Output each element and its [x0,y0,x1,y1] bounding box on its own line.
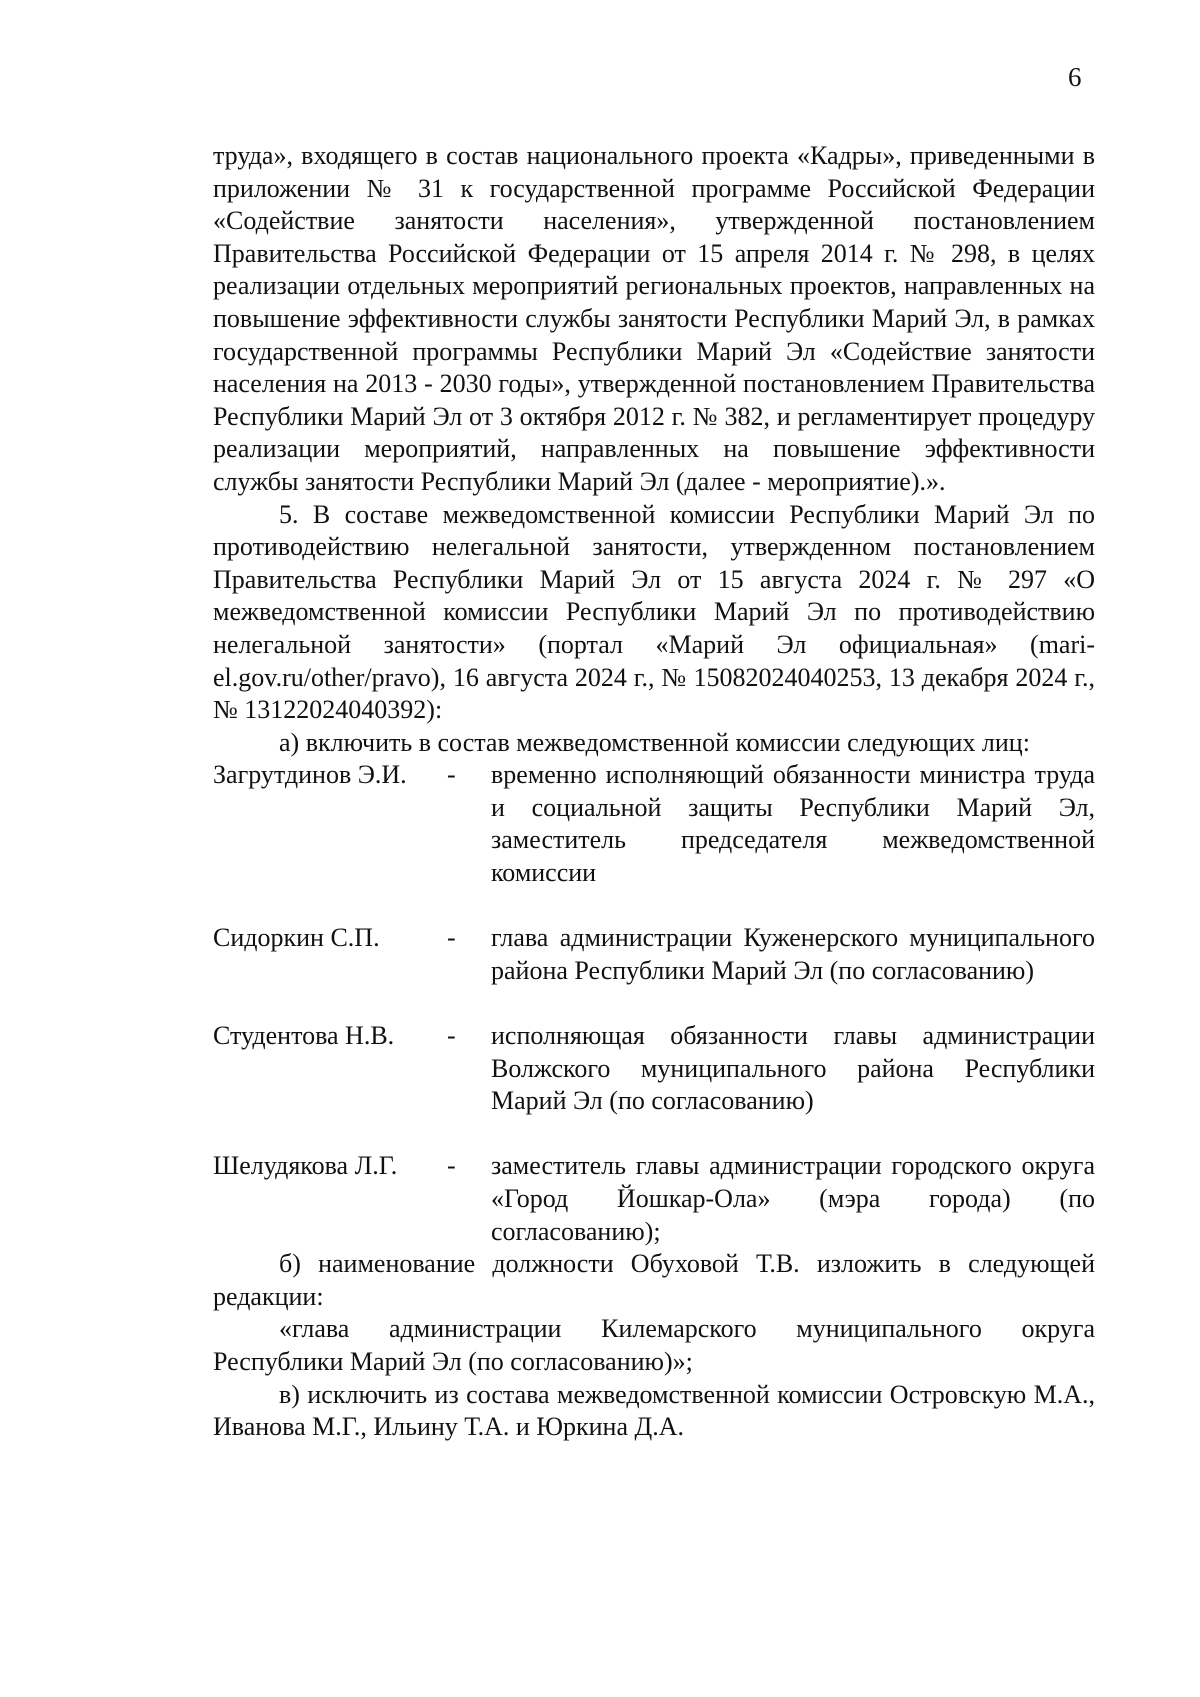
member-dash: - [447,923,456,953]
member-role: исполняющая обязанности главы администрации Волжского муниципального района Республики Марий Эл (по согласованию) [491,1021,1095,1116]
page-number: 6 [1068,62,1082,92]
paragraph-quoted-title: «глава администрации Килемарского муниципального округа Республики Марий Эл (по согласованию)»; [213,1314,1095,1376]
member-row [213,1150,1095,1248]
member-name: Шелудякова Л.Г. [213,1151,398,1181]
member-role: глава администрации Куженерского муниципального района Республики Марий Эл (по согласованию) [491,923,1095,985]
spacer [213,987,1095,1020]
paragraph-item-v: в) исключить из состава межведомственной комиссии Островскую М.А., Иванова М.Г., Ильину Т.А. и Юркина Д.А. [213,1379,1095,1442]
member-row [213,1020,1095,1118]
member-name: Сидоркин С.П. [213,923,380,953]
member-role: заместитель главы администрации городского округа «Город Йошкар-Ола» (мэра города) (по согласованию); [491,1151,1095,1246]
paragraph-item-b: б) наименование должности Обуховой Т.В. изложить в следующей редакции: [213,1249,1095,1311]
spacer [213,1118,1095,1151]
paragraph-continuation: труда», входящего в состав национального проекта «Кадры», приведенными в приложении № 31 к государственной программе Российской Федерации «Содействие занятости населения», утвержденной постановлением Правительства Российской Федерации от 15 апреля 2014 г. № 298, в целях реализации отдельных мероприятий региональных проектов, направленных на повышение эффективности службы занятости Республики Марий Эл, в рамках государственной программы Республики Марий Эл «Содействие занятости населения на 2013 - 2030 годы», утвержденной постановлением Правительства Республики Марий Эл от 3 октября 2012 г. № 382, и регламентирует процедуру реализации мероприятий, направленных на повышение эффективности службы занятости Республики Марий Эл (далее - мероприятие).». [213,141,1095,496]
member-role: временно исполняющий обязанности министра труда и социальной защиты Республики Марий Эл, заместитель председателя межведомственной комиссии [491,760,1095,888]
spacer [213,890,1095,923]
member-row [213,922,1095,987]
member-dash: - [447,760,456,790]
paragraph-item-a: а) включить в состав межведомственной комиссии следующих лиц: [279,727,1030,757]
member-name: Студентова Н.В. [213,1021,395,1051]
member-row [213,759,1095,889]
member-dash: - [447,1151,456,1181]
member-name: Загрутдинов Э.И. [213,760,407,790]
document-body [213,140,1095,1444]
member-dash: - [447,1021,456,1051]
paragraph-item-5: 5. В составе межведомственной комиссии Республики Марий Эл по противодействию нелегальной занятости, утвержденном постановлением Правительства Республики Марий Эл от 15 августа 2024 г. № 297 «О межведомственной комиссии Республики Марий Эл по противодействию нелегальной занятости» (портал «Марий Эл официальная» (mari-el.gov.ru/other/pravo), 16 августа 2024 г., № 15082024040253, 13 декабря 2024 г., № 13122024040392): [213,499,1095,725]
